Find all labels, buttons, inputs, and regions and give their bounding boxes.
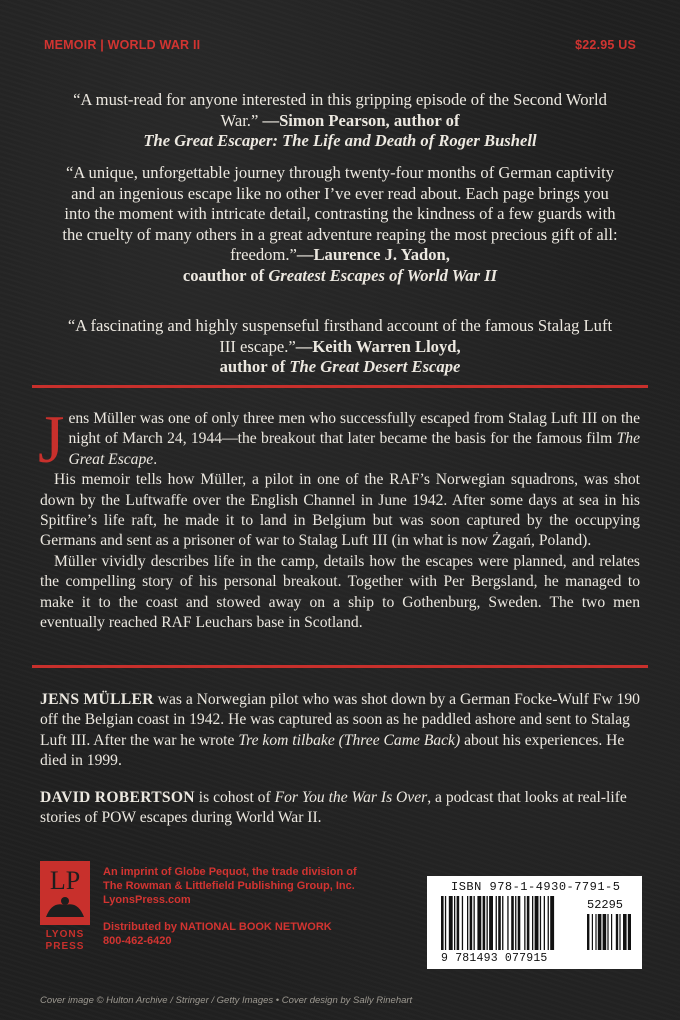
addon-bar [598,914,602,950]
barcode-bar [511,896,514,950]
isbn-text: ISBN 978-1-4930-7791-5 [451,880,621,894]
distributor-line: Distributed by NATIONAL BOOK NETWORK [103,921,332,933]
editor-name: DAVID ROBERTSON [40,789,195,806]
barcode-bar [474,896,475,950]
barcode-bar [544,896,545,950]
book-description [38,401,640,633]
barcode-bar [498,896,501,950]
barcode-bar [496,896,497,950]
addon-bar [623,914,627,950]
barcode-bar [532,896,533,950]
addon-bar [611,914,612,950]
barcode-bar [518,896,521,950]
blurb-quote-1 [60,90,620,152]
blurb-quote-2 [60,163,620,286]
quote-text: “A must-read for anyone interested in this gripping episode of the Second World War.” [73,90,607,130]
drop-cap: J [38,401,65,477]
quote-author: —Simon Pearson, author of [262,110,460,130]
barcode-bar [487,896,488,950]
quote-author: —Laurence J. Yadon, [296,245,450,264]
barcode-bar [540,896,541,950]
barcode-bar [489,896,493,950]
distributor-phone: 800-462-6420 [103,935,172,947]
author-bio: JENS MÜLLER was a Norwegian pilot who was shot down by a German Focke-Wulf Fw 190 off the Belgian coast in 1942. He was captured as soon as he paddled ashore and sent to Stalag Luft III. After the war he wrote Tre kom tilbake (Three Came Back) about his experiences. He died in 1999. [40,691,640,770]
publisher-info [103,865,357,948]
barcode-bar [441,896,444,950]
barcode-bar [467,896,468,950]
logo-name-2: PRESS [45,941,85,951]
barcode-bar [462,896,463,950]
editor-bio: DAVID ROBERTSON is cohost of For You the War Is Over, a podcast that looks at real-life stories of POW escapes during World War II. [40,789,627,827]
podcast-title: For You the War Is Over [274,789,428,806]
barcode-bar [457,896,460,950]
publisher-logo [38,861,92,951]
barcode-bar [524,896,525,950]
barcode-bar [548,896,549,950]
book-title: Tre kom tilbake (Three Came Back) [238,731,461,749]
barcode-bar [550,896,554,950]
price-label: $22.95 US [575,38,636,52]
barcode-bar [507,896,508,950]
addon-bar [619,914,620,950]
cover-credits: Cover image © Hulton Archive / Stringer / Getty Images • Cover design by Sally Rinehart [40,995,413,1006]
isbn-barcode [427,876,642,969]
blurb-quote-3 [60,316,620,378]
quote-work: The Great Desert Escape [289,357,461,376]
barcode-bar [502,896,503,950]
ean-number: 9 781493 077915 [441,952,548,965]
logo-name-1: LYONS [45,929,85,940]
barcode-bar [527,896,530,950]
author-name: JENS MÜLLER [40,691,154,708]
addon-bar [587,914,589,950]
quote-text: “A fascinating and highly suspenseful firsthand account of the famous Stalag Luft III escape.” [67,316,613,356]
quote-author: —Keith Warren Lloyd, [295,336,461,356]
barcode-bar [483,896,486,950]
description-paragraph: His memoir tells how Müller, a pilot in one of the RAF’s Norwegian squadrons, was shot down by the Luftwaffe over the English Channel in June 1942. After some days at sea in his Spitfire’s life raft, he made it to land in Belgium but was soon captured by the occupying Germans and sent as a prisoner of war to Stalag Luft III (in what is now Żagań, Poland). [40,471,640,550]
header-bar [44,38,636,56]
divider-rule [32,385,648,388]
quote-work: The Great Escaper: The Life and Death of Roger Bushell [143,131,537,150]
quote-author-role: coauthor of [182,265,269,285]
addon-bar [595,914,596,950]
publisher-website: LyonsPress.com [103,894,191,906]
imprint-line: The Rowman & Littlefield Publishing Group, Inc. [103,880,355,892]
addon-bar [592,914,593,950]
barcode-bar [445,896,446,950]
description-paragraph: Jens Müller was one of only three men who successfully escaped from Stalag Luft III on the night of March 24, 1944—the breakout that later became the basis for the famous film The Great Escape. [38,401,640,477]
addon-bar [616,914,618,950]
category-label: MEMOIR | WORLD WAR II [44,38,201,52]
imprint-line: An imprint of Globe Pequot, the trade division of [103,866,357,878]
addon-bar [628,914,631,950]
logo-letters: LP [49,866,81,895]
quote-text: “A unique, unforgettable journey through twenty-four months of German captivity and an ingenious escape like no other I’ve ever read about. Each page brings you into the moment with intricate detail, contrasting the kindness of a few guards with the cruelty of many others in a great adventure reaping the most precious gift of all: freedom.” [62,163,618,264]
barcode-bar [515,896,516,950]
barcode-bar [535,896,539,950]
barcode-bar [454,896,455,950]
price-code: 52295 [587,898,624,912]
barcode-bar [449,896,453,950]
divider-rule [32,665,648,668]
quote-work: Greatest Escapes of World War II [268,265,498,285]
addon-bar [607,914,608,950]
barcode-bar [477,896,481,950]
description-paragraph: Müller vividly describes life in the camp, details how the escapes were planned, and relates the compelling story of his personal breakout. Together with Per Bergsland, he managed to make it to the coast and stowed away on a ship to Gothenburg, Sweden. The two men eventually reached RAF Leuchars base in Scotland. [40,552,640,632]
quote-author-role: author of [219,357,290,376]
addon-bar [603,914,607,950]
barcode-bar [470,896,473,950]
film-title: The Great Escape [68,430,640,468]
